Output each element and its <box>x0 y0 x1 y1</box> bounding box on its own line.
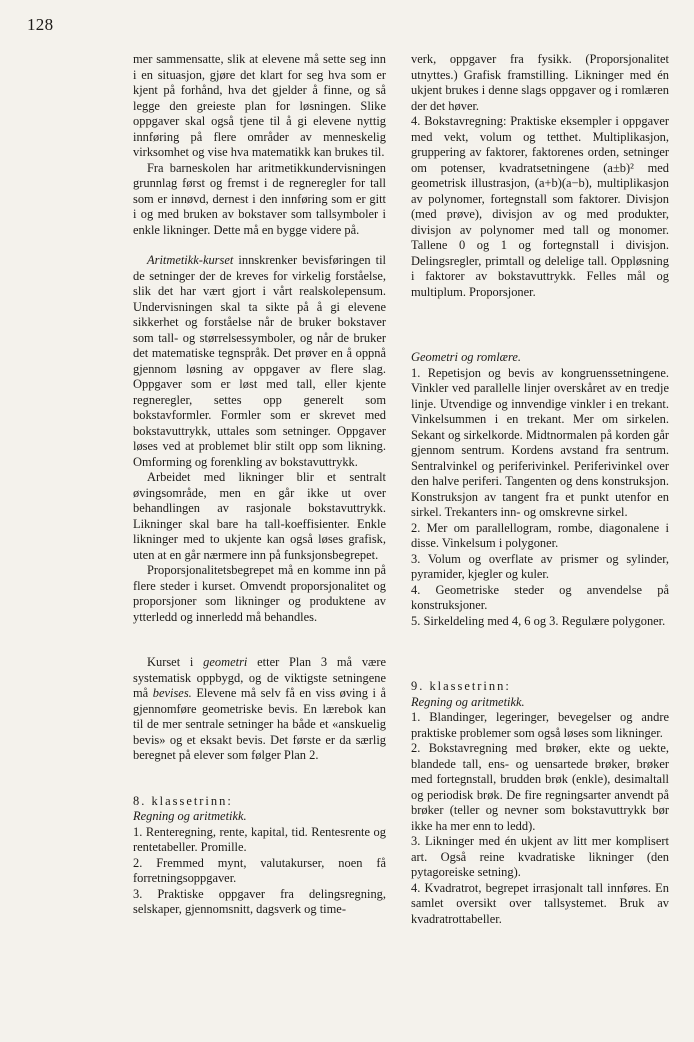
list-item: 5. Sirkeldeling med 4, 6 og 3. Regulære polygoner. <box>411 613 666 628</box>
grade9-heading: 9. klassetrinn: <box>411 679 511 693</box>
grade8-subheading: Regning og aritmetikk. <box>133 809 247 823</box>
paragraph-equations: Arbeidet med likninger blir et sentralt øvingsområde, men en går ikke ut over behandlingen av rasjonale bokstavuttrykk. Likninger skal bare ha tall-koeffisienter. Enkle likninger med to ukjente kan også løses grafisk, uten at en går nærmere inn på funksjonsbegrepet. <box>133 470 386 562</box>
list-item: 1. Renteregning, rente, kapital, tid. Rentesrente og rentetabeller. Promille. <box>133 824 386 854</box>
list-item: 4. Kvadratrot, begrepet irrasjonalt tall innføres. En samlet oversikt over tallsystemet. Bruk av kvadratrottabeller. <box>411 880 669 926</box>
list-item: 4. Bokstavregning: Praktiske eksempler i oppgaver med vekt, volum og tetthet. Multiplikasjon, gruppering av faktorer, faktorenes orden, setninger om potenser, kvadratsetningene (a±b)² med geometrisk illustrasjon, (a+b)(a−b), multiplikasjon av polynomer, fortegnstall som faktorer. Divisjon (med prøve), divisjon av og med produkter, divisjon av polynomer med tall og monomer. Tallene 0 og 1 og fortegnstall i divisjon. Delingsregler, primtall og delelige tall. Oppløsning i faktorer av bokstavuttrykk. Felles mål og multiplum. Proporsjoner. <box>411 114 669 299</box>
paragraph-arithmetic-course: Aritmetikk-kurset innskrenker bevisføringen til de setninger der de kreves for virkelig forståelse, slik det har vært gjort i vårt realskolepensum. Undervisningen skal ta sikte på å gi elevene sikkerhet og forståelse når de bruker bokstaver som tall- og størrelsessymboler, og når de bruker det matematiske tegnspråk. Det prøver en å oppnå gjennom løsning av oppgaver av flere slag. Oppgaver som er løst med tall, eller kjente regneregler, settes opp generelt som bokstavformler. Formler som er skrevet med bokstavuttrykk, uttales som setninger. Oppgaver løses ved at problemet blir stilt opp som likning. Omforming og forenkling av bokstavuttrykk. <box>133 253 386 469</box>
list-item: 3. Likninger med én ukjent av litt mer komplisert art. Også reine kvadratiske likninger (den pytagoreiske setning). <box>411 834 669 879</box>
paragraph-intro: mer sammensatte, slik at elevene må sette seg inn i en situasjon, gjøre det klart for seg hva som er kjent på forhånd, hva det gjelder å finne, og så legge den greieste plan for løsningen. Slike oppgaver skal også tjene til å gi elevene nyttig innføring på flere områder av menneskelig virksomhet og vise hva matematikk kan brukes til. <box>133 52 386 159</box>
list-item: 4. Geometriske steder og anvendelse på konstruksjoner. <box>411 582 669 612</box>
list-item: 3. Volum og overflate av prismer og sylinder, pyramider, kjegler og kuler. <box>411 551 669 581</box>
grade8-heading: 8. klassetrinn: <box>133 793 233 808</box>
paragraph-continued: verk, oppgaver fra fysikk. (Proporsjonalitet utnyttes.) Grafisk framstilling. Likninger med én ukjent brukes i denne slags oppgaver og i romlæren der det høver. <box>411 52 669 113</box>
list-item: 1. Blandinger, legeringer, bevegelser og andre praktiske problemer som også løses som likninger. <box>411 710 669 740</box>
left-column <box>133 52 386 918</box>
list-item: 2. Fremmed mynt, valutakurser, noen få forretningsoppgaver. <box>133 855 386 885</box>
list-item: 2. Bokstavregning med brøker, ekte og uekte, blandede tall, ens- og uensartede brøker, brøker med fortegnstall, brudden brøk (enkle), desimaltall og periodisk brøk. De fire regningsarter anvendt på brøker (teller og nevner som bokstavuttrykk bør ikke ha mer enn to ledd). <box>411 741 669 833</box>
page-number: 128 <box>27 15 54 34</box>
list-item: 3. Praktiske oppgaver fra delingsregning, selskaper, gjennomsnitt, dagsverk og time- <box>133 886 386 916</box>
list-item: 1. Repetisjon og bevis av kongruenssetningene. Vinkler ved parallelle linjer overskåret av en tredje linje. Utvendige og innvendige vinkler i en trekant. Vinkelsummen i en trekant. Mer om sirkelen. Sekant og sirkelkorde. Midtnormalen på korden går gjennom sentrum. Kordens avstand fra sentrum. Sentralvinkel og periferivinkel. Periferivinkel over den halve periferi. Tangenten og dens konstruksjon. Konstruksjon av tangent fra et punkt utenfor en sirkel. Trekanters inn- og omskrevne sirkel. <box>411 365 669 519</box>
right-column <box>411 52 669 927</box>
geometry-subheading: Geometri og romlære. <box>411 350 521 364</box>
paragraph-geometry-course: Kurset i geometri etter Plan 3 må være systematisk oppbygd, og de viktigste setningene må bevises. Elevene må selv få en viss øving i å gjennomføre geometriske bevis. En lærebok kan til de mer sentrale setninger ha både et «anskuelig bevis» og et eksakt bevis. Det første er da særlig beregnet på elever som følger Plan 2. <box>133 655 387 762</box>
list-item: 2. Mer om parallellogram, rombe, diagonalene i disse. Vinkelsum i polygoner. <box>411 520 669 550</box>
paragraph-proportionality: Proporsjonalitetsbegrepet må en komme inn på flere steder i kurset. Omvendt proporsjonalitet og proporsjoner som likninger og produktene av ytterledd og innerledd må behandles. <box>133 563 386 624</box>
paragraph-elementary: Fra barneskolen har aritmetikkundervisningen grunnlag først og fremst i de regneregler for tall som er innøvd, dernest i den innføring som er gitt i og med bruken av bokstaver som tallsymboler i enkle likninger. Dette må en bygge videre på. <box>133 160 386 237</box>
arithmetic-course-term: Aritmetikk-kurset <box>147 253 234 267</box>
grade9-subheading: Regning og aritmetikk. <box>411 694 525 709</box>
